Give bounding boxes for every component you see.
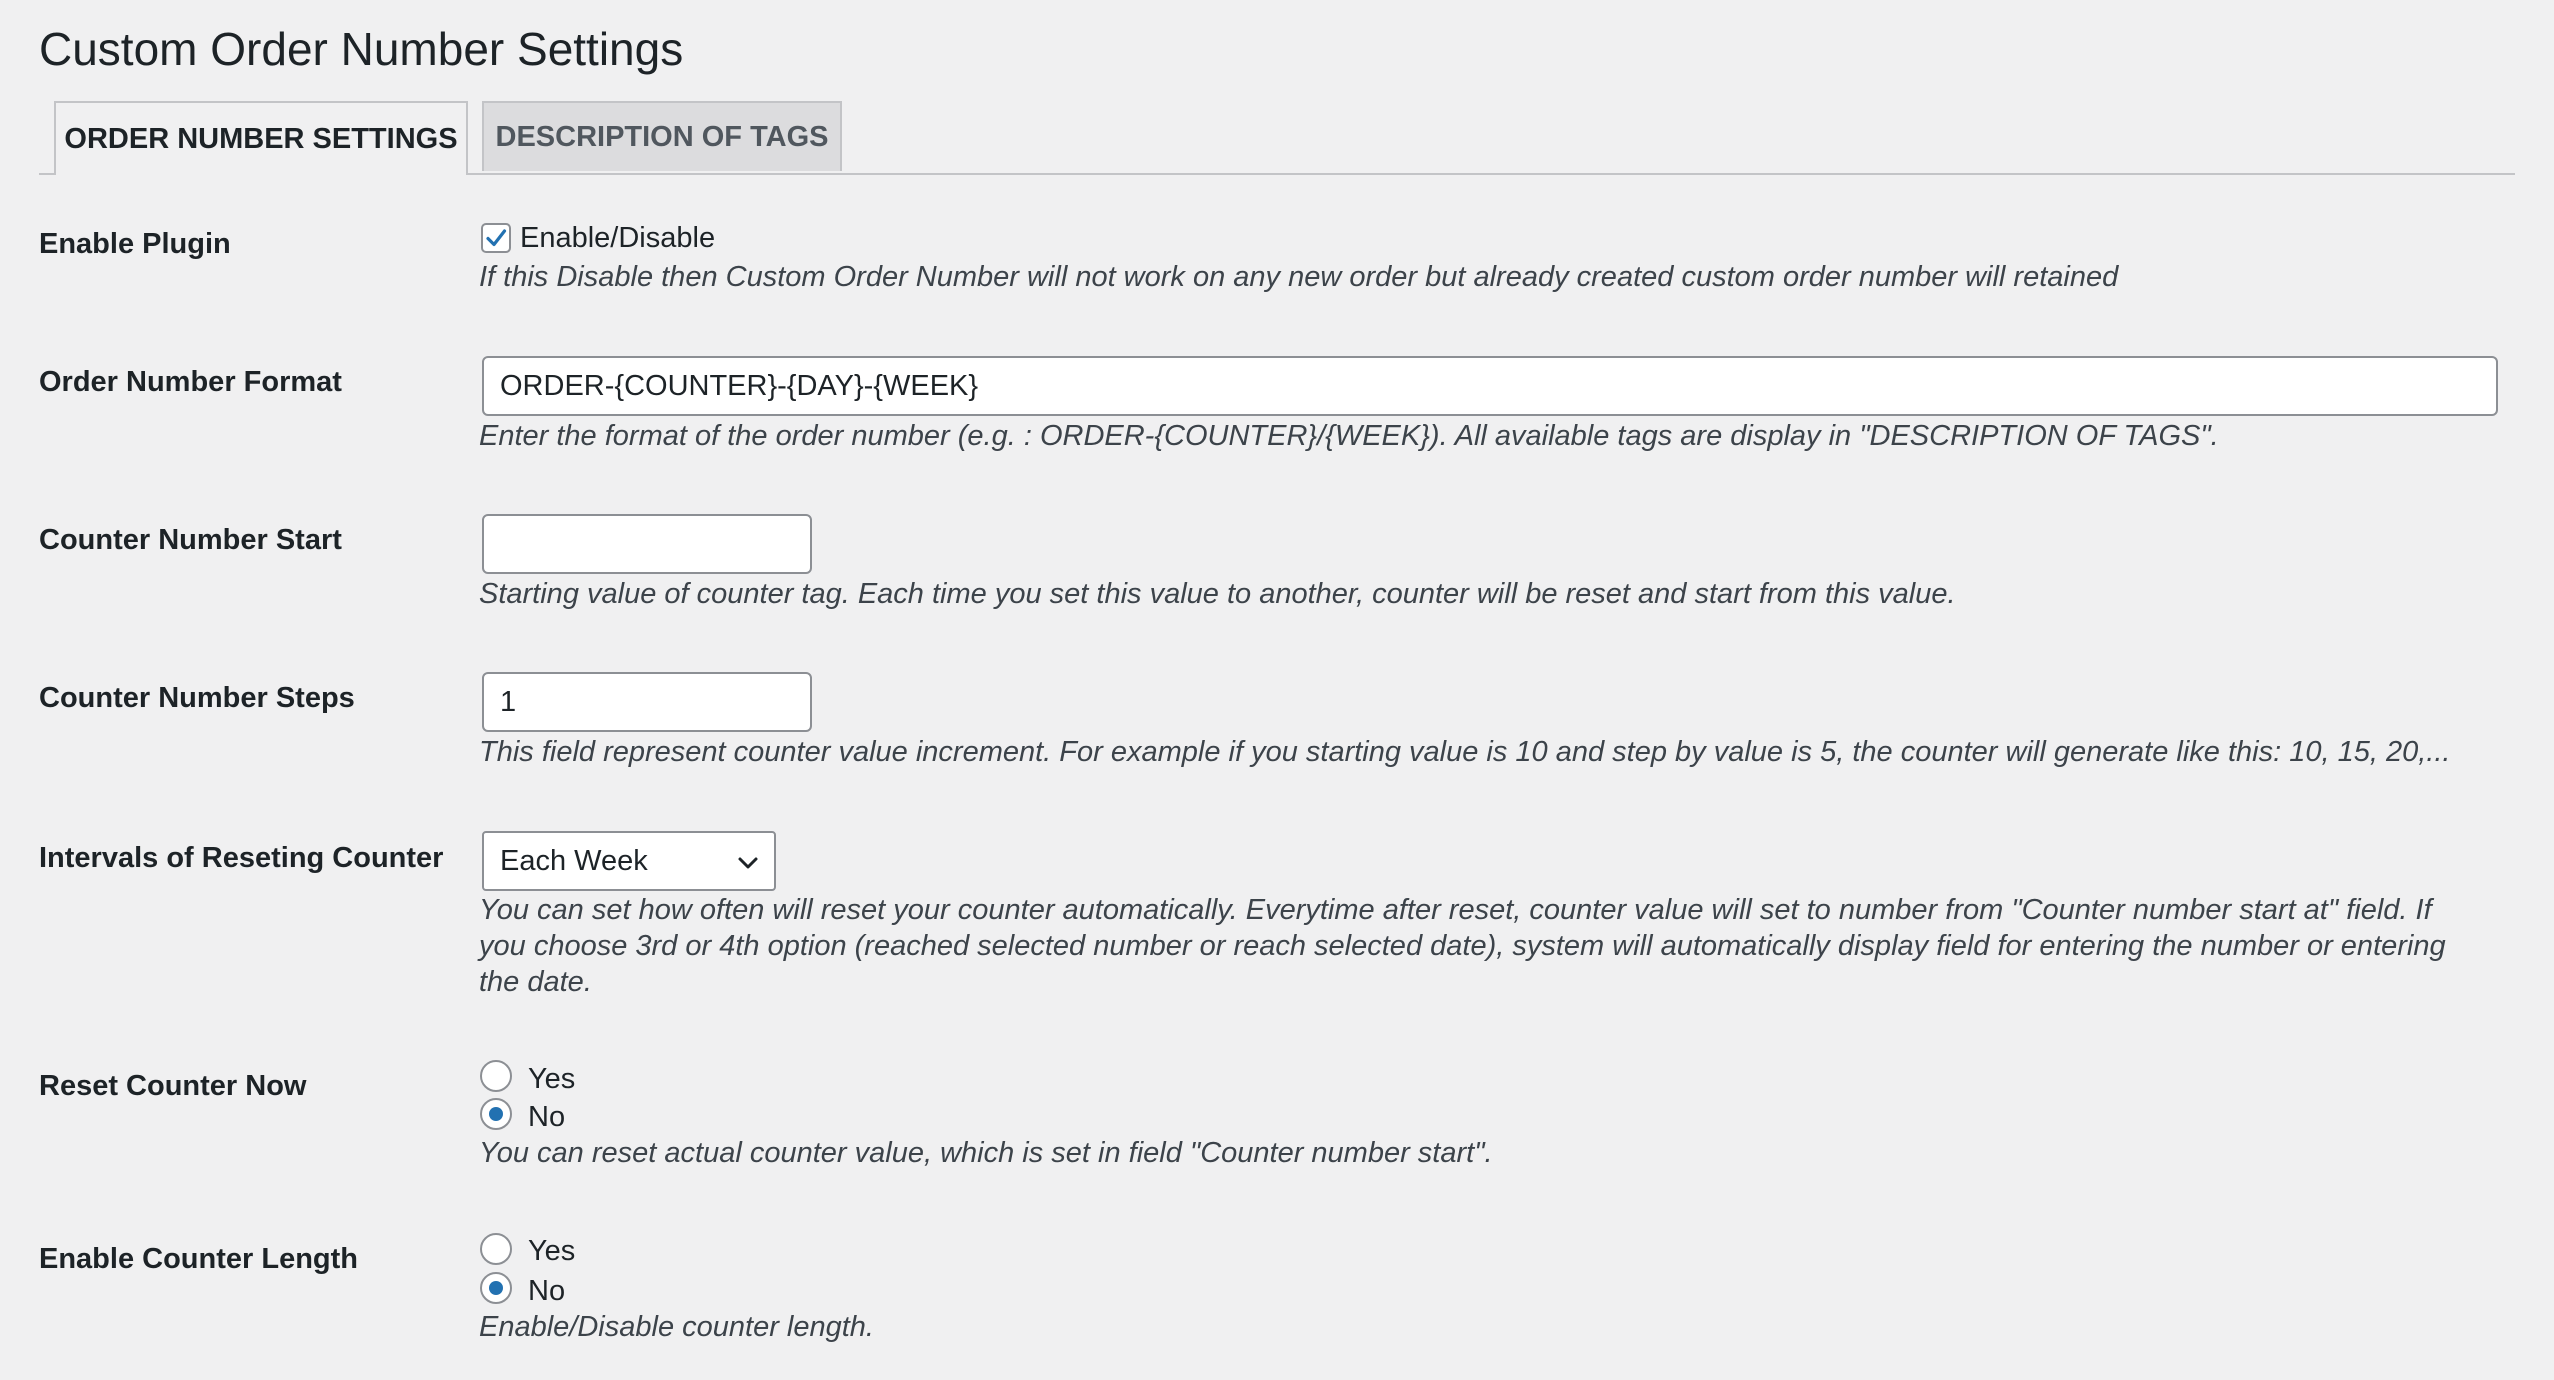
reset-counter-now-label: Reset Counter Now [39,1070,307,1102]
intervals-reset-selected-value: Each Week [500,844,648,877]
tab-description-of-tags[interactable]: DESCRIPTION OF TAGS [482,101,842,171]
enable-plugin-label: Enable Plugin [39,228,231,260]
intervals-reset-select[interactable] [482,831,776,891]
intervals-reset-label: Intervals of Reseting Counter [39,842,444,874]
enable-counter-length-yes-radio[interactable] [480,1233,512,1265]
reset-counter-now-yes-radio[interactable] [480,1060,512,1092]
enable-counter-length-label: Enable Counter Length [39,1243,358,1275]
counter-number-steps-input[interactable]: 1 [482,672,812,732]
order-number-format-description: Enter the format of the order number (e.g. : ORDER-{COUNTER}/{WEEK}). All available tags are display in "DESCRIPTION OF TAGS". [479,420,2219,452]
enable-plugin-description: If this Disable then Custom Order Number will not work on any new order but already created custom order number will retained [479,261,2119,293]
order-number-format-input[interactable]: ORDER-{COUNTER}-{DAY}-{WEEK} [482,356,2498,416]
intervals-reset-description-line-2: you choose 3rd or 4th option (reached selected number or reach selected date), system will automatically display field for entering the number or entering [479,930,2446,962]
enable-counter-length-no-label[interactable]: No [528,1275,566,1307]
reset-counter-now-description: You can reset actual counter value, which is set in field "Counter number start". [479,1137,1493,1169]
enable-plugin-checkbox-label[interactable]: Enable/Disable [520,222,716,254]
intervals-reset-description-line-1: You can set how often will reset your counter automatically. Everytime after reset, counter value will set to number from "Counter number start at" field. If [479,894,2432,926]
reset-counter-now-yes-label[interactable]: Yes [528,1063,576,1095]
counter-number-start-input[interactable] [482,514,812,574]
enable-counter-length-no-radio[interactable] [480,1272,512,1304]
counter-number-start-description: Starting value of counter tag. Each time you set this value to another, counter will be reset and start from this value. [479,578,1956,610]
page-title: Custom Order Number Settings [39,23,684,75]
enable-counter-length-yes-label[interactable]: Yes [528,1235,576,1267]
counter-number-start-label: Counter Number Start [39,524,342,556]
reset-counter-now-no-label[interactable]: No [528,1101,566,1133]
tab-order-number-settings[interactable]: ORDER NUMBER SETTINGS [54,101,468,175]
enable-counter-length-description: Enable/Disable counter length. [479,1311,874,1343]
checkmark-icon [484,226,508,250]
enable-plugin-checkbox[interactable] [481,223,511,253]
counter-number-steps-label: Counter Number Steps [39,682,355,714]
tab-bar [39,101,2515,175]
order-number-format-label: Order Number Format [39,366,342,398]
reset-counter-now-no-radio[interactable] [480,1098,512,1130]
chevron-down-icon [736,851,760,875]
counter-number-steps-description: This field represent counter value increment. For example if you starting value is 10 and step by value is 5, the counter will generate like this: 10, 15, 20,... [479,736,2451,768]
intervals-reset-description-line-3: the date. [479,966,592,998]
